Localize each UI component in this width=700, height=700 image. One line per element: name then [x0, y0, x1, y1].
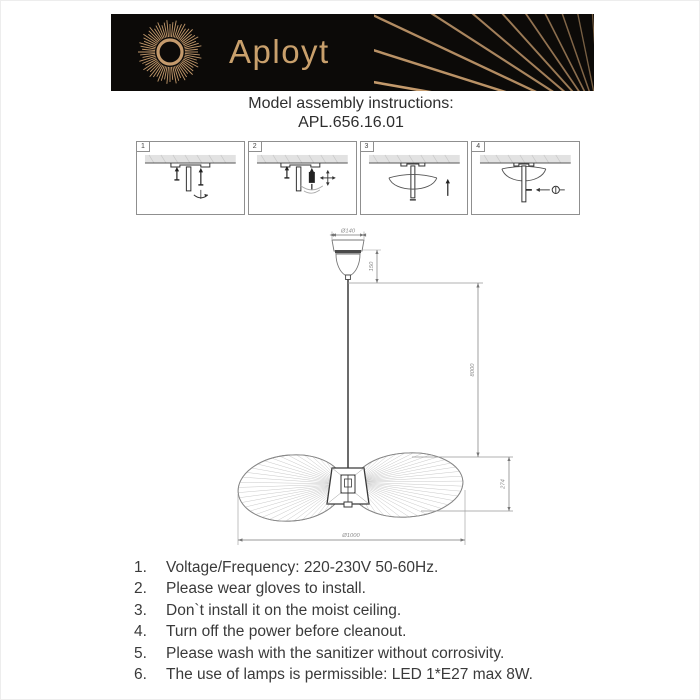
instruction-number: 5.	[134, 644, 147, 662]
lamp-technical-drawing	[131, 226, 526, 556]
step-4-diagram-icon	[472, 142, 579, 212]
assembly-steps	[136, 141, 580, 215]
step-1-diagram-icon	[137, 142, 244, 212]
instruction-list	[134, 557, 614, 685]
step-number: 2	[248, 141, 262, 152]
instruction-text: Don`t install it on the moist ceiling.	[166, 601, 402, 619]
instruction-text: Voltage/Frequency: 220-230V 50-60Hz.	[166, 559, 439, 576]
instruction-item	[134, 621, 614, 642]
title-block	[1, 94, 700, 132]
step-2-diagram-icon	[249, 142, 356, 212]
sunburst-logo-icon	[137, 19, 203, 85]
instruction-number: 4.	[134, 623, 147, 641]
instruction-number: 2.	[134, 580, 147, 598]
dim-suspension-length: 8000	[470, 363, 476, 377]
assembly-step-1	[136, 141, 245, 215]
assembly-step-2	[248, 141, 357, 215]
instruction-item	[134, 578, 614, 599]
brand-banner	[111, 14, 594, 91]
instruction-text: Please wash with the sanitizer without corrosivity.	[166, 644, 505, 662]
dim-canopy-height: 150	[369, 261, 375, 272]
dim-shade-height: 274	[500, 479, 507, 489]
instruction-text: Please wear gloves to install.	[166, 580, 366, 598]
dim-canopy-diameter: Ø140	[340, 228, 356, 235]
instruction-number: 3.	[134, 601, 147, 619]
step-number: 1	[136, 141, 150, 152]
instruction-number: 1.	[134, 559, 147, 576]
instruction-number: 6.	[134, 666, 147, 684]
model-number: APL.656.16.01	[298, 114, 404, 131]
decorative-rays	[374, 14, 594, 91]
instruction-text: Turn off the power before cleanout.	[166, 623, 407, 641]
instruction-item	[134, 600, 614, 621]
dim-shade-diameter: Ø1000	[342, 533, 360, 539]
assembly-step-4	[471, 141, 580, 215]
instruction-item	[134, 557, 614, 578]
brand-wordmark: Aployt	[229, 33, 330, 70]
step-3-diagram-icon	[361, 142, 468, 212]
step-number: 3	[360, 141, 374, 152]
assembly-step-3	[360, 141, 469, 215]
instruction-item	[134, 643, 614, 664]
instruction-text: The use of lamps is permissible: LED 1*E27 max 8W.	[166, 666, 533, 684]
instruction-item	[134, 664, 614, 685]
page-title: Model assembly instructions:	[248, 95, 454, 112]
step-number: 4	[471, 141, 485, 152]
